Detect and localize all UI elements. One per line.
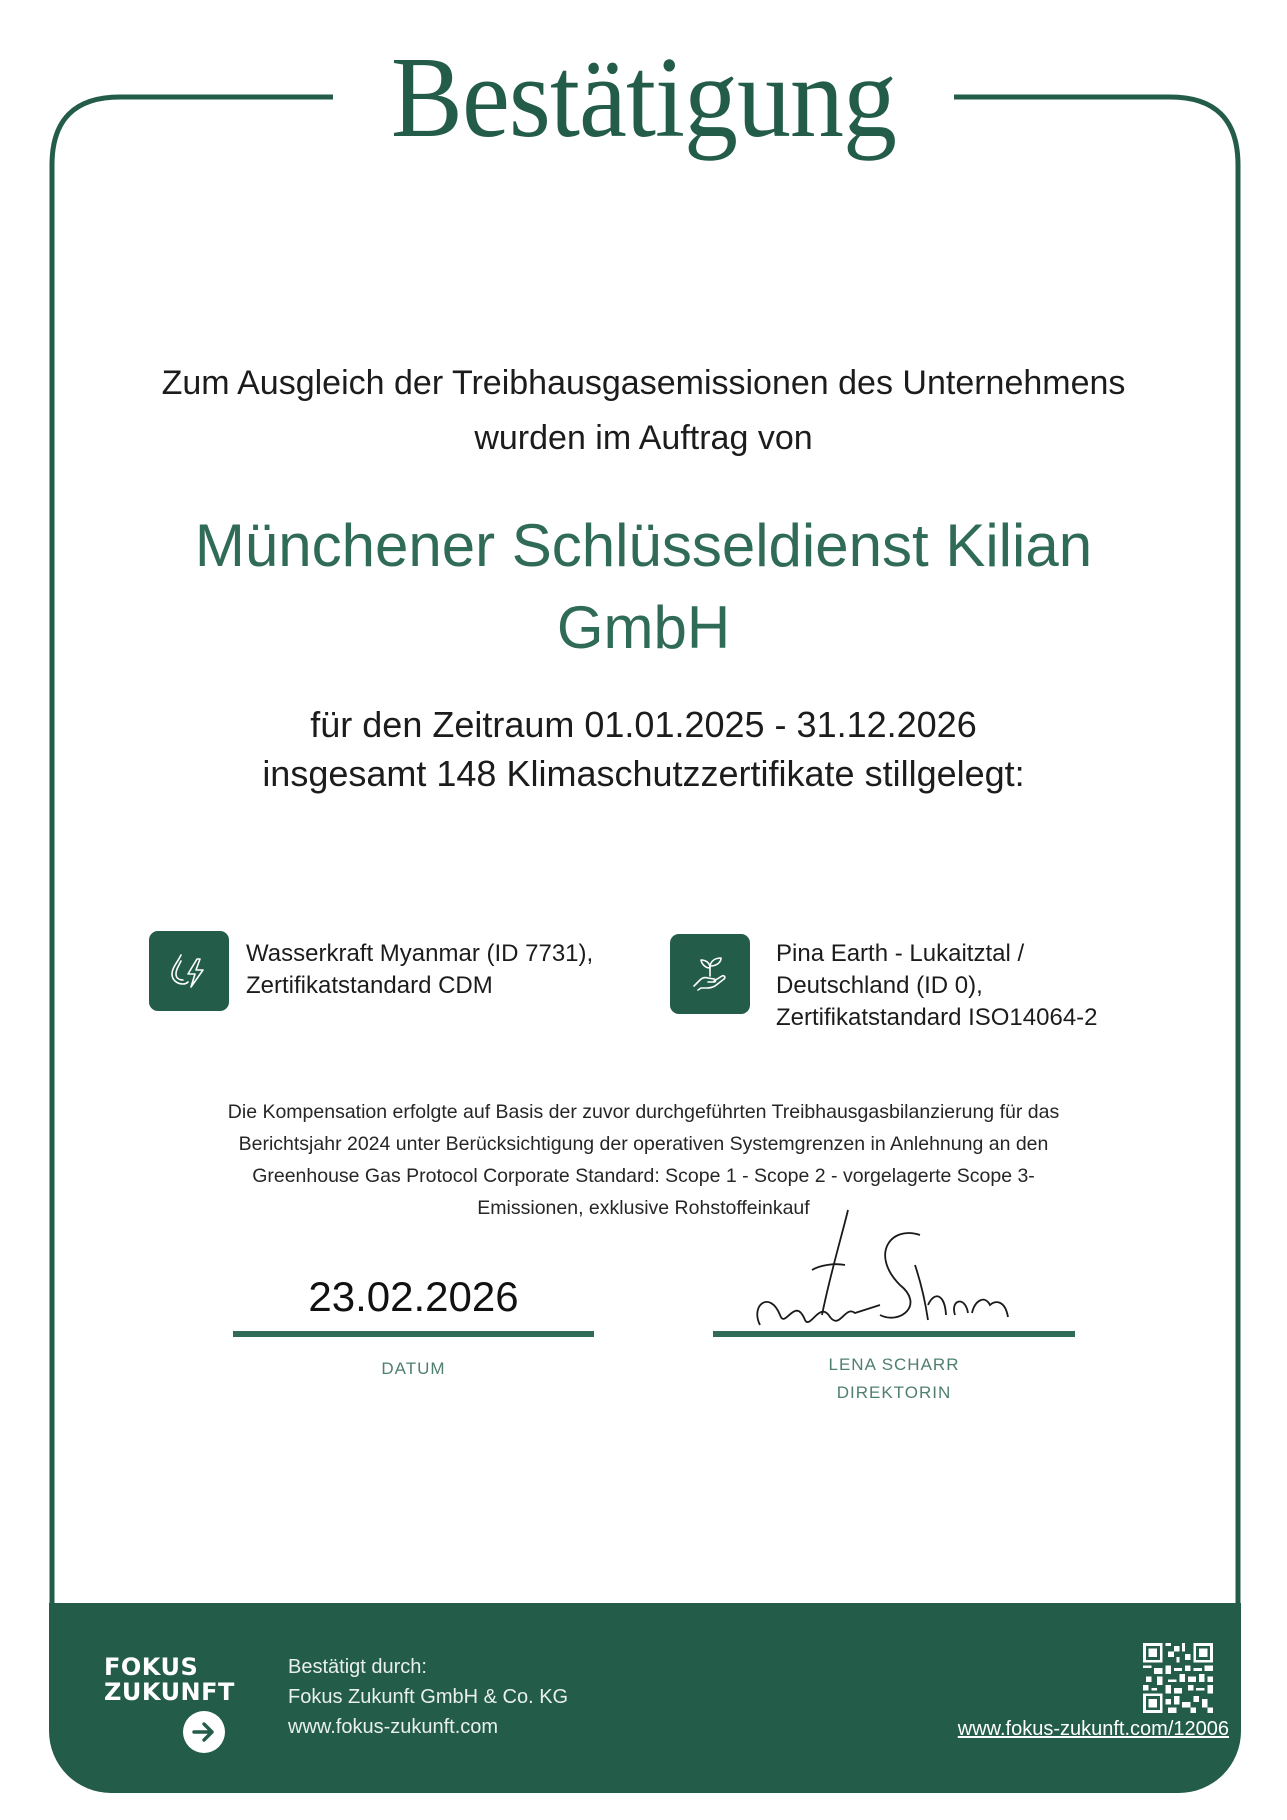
qr-code[interactable]: [1143, 1643, 1213, 1713]
signer-name: LENA SCHARR: [828, 1355, 960, 1374]
signer-caption: [713, 1351, 1075, 1407]
intro-line-1: Zum Ausgleich der Treibhausgasemissionen des Unternehmens: [161, 364, 1126, 402]
project-1-text: [246, 938, 593, 1002]
certificates-count-line: insgesamt 148 Klimaschutzzertifikate stillgelegt:: [262, 753, 1025, 794]
company-name-line-1: Münchener Schlüsseldienst Kilian: [194, 512, 1093, 579]
intro-text: [60, 356, 1227, 466]
project-1-name: Wasserkraft Myanmar (ID 7731),: [246, 940, 594, 967]
period-text: [60, 700, 1227, 798]
certificate-url-link[interactable]: www.fokus-zukunft.com/12006: [957, 1718, 1229, 1740]
intro-line-2: wurden im Auftrag von: [474, 419, 813, 457]
date-label: DATUM: [381, 1359, 446, 1378]
project-2-standard: Zertifikatstandard ISO14064-2: [776, 1004, 1098, 1031]
logo-line-1: FOKUS: [104, 1653, 199, 1681]
project-2-country: Deutschland (ID 0),: [776, 972, 983, 999]
plant-hand-icon: [670, 934, 750, 1014]
date-underline: [233, 1331, 594, 1337]
project-2-text: [776, 938, 1098, 1034]
project-1-standard: Zertifikatstandard CDM: [246, 972, 493, 999]
signature-underline: [713, 1331, 1075, 1337]
confirmation-info: [288, 1652, 568, 1742]
company-name-line-2: GmbH: [556, 594, 731, 661]
water-lightning-icon: [149, 931, 229, 1011]
note-line-3: Greenhouse Gas Protocol Corporate Standard: Scope 1 - Scope 2 - vorgelagerte Scope 3-: [252, 1165, 1035, 1187]
arrow-right-icon: [183, 1711, 225, 1753]
signature-date: 23.02.2026: [308, 1273, 519, 1320]
confirmed-by-company: Fokus Zukunft GmbH & Co. KG: [288, 1686, 569, 1708]
company-name: [60, 505, 1227, 669]
fokus-zukunft-logo: [104, 1655, 235, 1705]
note-line-4: Emissionen, exklusive Rohstoffeinkauf: [477, 1197, 810, 1219]
period-line: für den Zeitraum 01.01.2025 - 31.12.2026: [310, 704, 977, 745]
signer-role: DIREKTORIN: [836, 1383, 952, 1402]
website-link[interactable]: www.fokus-zukunft.com: [288, 1716, 499, 1738]
note-line-2: Berichtsjahr 2024 unter Berücksichtigung der operativen Systemgrenzen in Anlehnung an den: [238, 1133, 1049, 1155]
handwritten-signature: [750, 1205, 1050, 1335]
project-2-name: Pina Earth - Lukaitztal /: [776, 940, 1025, 967]
note-line-1: Die Kompensation erfolgte auf Basis der zuvor durchgeführten Treibhausgasbilanzierung für das: [227, 1101, 1060, 1123]
logo-line-2: ZUKUNFT: [104, 1678, 235, 1706]
page-title: Bestätigung: [390, 34, 897, 162]
confirmed-by-label: Bestätigt durch:: [288, 1656, 427, 1678]
